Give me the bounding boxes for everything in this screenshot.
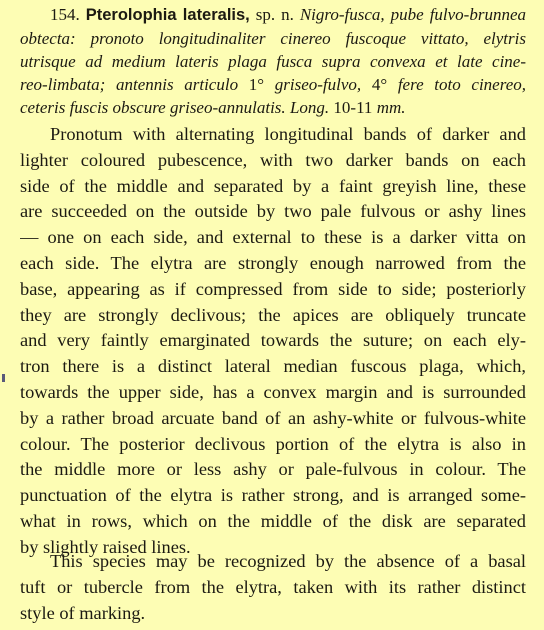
diagnosis-line-2: obtecta: pronoto longitudinaliter cinereo fuscoque vittato, elytris <box>20 29 526 48</box>
diagnosis-line-5: ceteris fuscis obscure griseo-annulatis. Long. 10-11 mm. <box>20 98 406 117</box>
taxon-status: sp. n. <box>255 5 294 24</box>
remark-paragraph <box>20 549 526 626</box>
description-paragraph <box>20 122 526 561</box>
description-line: are succeeded on the outside by two pale fulvous or ashy lines <box>20 201 526 222</box>
description-line: the middle more or less ashy or pale-fulvous in colour. The <box>20 459 526 480</box>
remark-line: This species may be recognized by the absence of a basal <box>50 551 526 571</box>
description-line: Pronotum with alternating longitudinal bands of darker and <box>50 124 526 144</box>
diagnosis-line-3: utrisque ad medium lateris plaga fusca supra convexa et late cine- <box>20 52 526 71</box>
description-line: what in rows, which on the middle of the disk are separated <box>20 510 526 531</box>
description-line: towards the upper side, has a convex margin and is surrounded <box>20 381 526 402</box>
margin-mark <box>2 374 5 382</box>
diagnosis-line-1 <box>20 3 526 27</box>
description-line: side of the middle and separated by a faint greyish line, these <box>20 175 526 196</box>
remark-line: style of marking. <box>20 602 146 623</box>
description-line: lighter coloured pubescence, with two darker bands on each <box>20 149 526 170</box>
latin-text: Nigro-fusca, pube fulvo-brunnea <box>299 5 526 24</box>
diagnosis-line-4: reo-limbata; antennis articulo 1° griseo-fulvo, 4° fere toto cinereo, <box>20 75 526 94</box>
description-line: tron there is a distinct lateral median fuscous plaga, which, <box>20 356 526 377</box>
entry-number: 154. <box>50 5 80 24</box>
species-name: Pterolophia lateralis, <box>85 6 250 24</box>
description-line: each side. The elytra are strongly enough narrowed from the <box>20 252 526 273</box>
description-line: punctuation of the elytra is rather strong, and is arranged some- <box>20 485 526 506</box>
description-line: colour. The posterior declivous portion of the elytra is also in <box>20 433 526 454</box>
remark-line: tuft or tubercle from the elytra, taken with its rather distinct <box>20 576 526 597</box>
description-line: — one on each side, and external to these is a darker vitta on <box>20 227 526 248</box>
description-line: by a rather broad arcuate band of an ashy-white or fulvous-white <box>20 407 526 428</box>
latin-diagnosis <box>20 3 526 119</box>
description-line: and very faintly emarginated towards the suture; on each ely- <box>20 330 526 351</box>
description-line: they are strongly declivous; the apices are obliquely truncate <box>20 304 526 325</box>
description-line: by slightly raised lines. <box>20 536 191 557</box>
description-line: base, appearing as if compressed from side to side; posteriorly <box>20 278 526 299</box>
